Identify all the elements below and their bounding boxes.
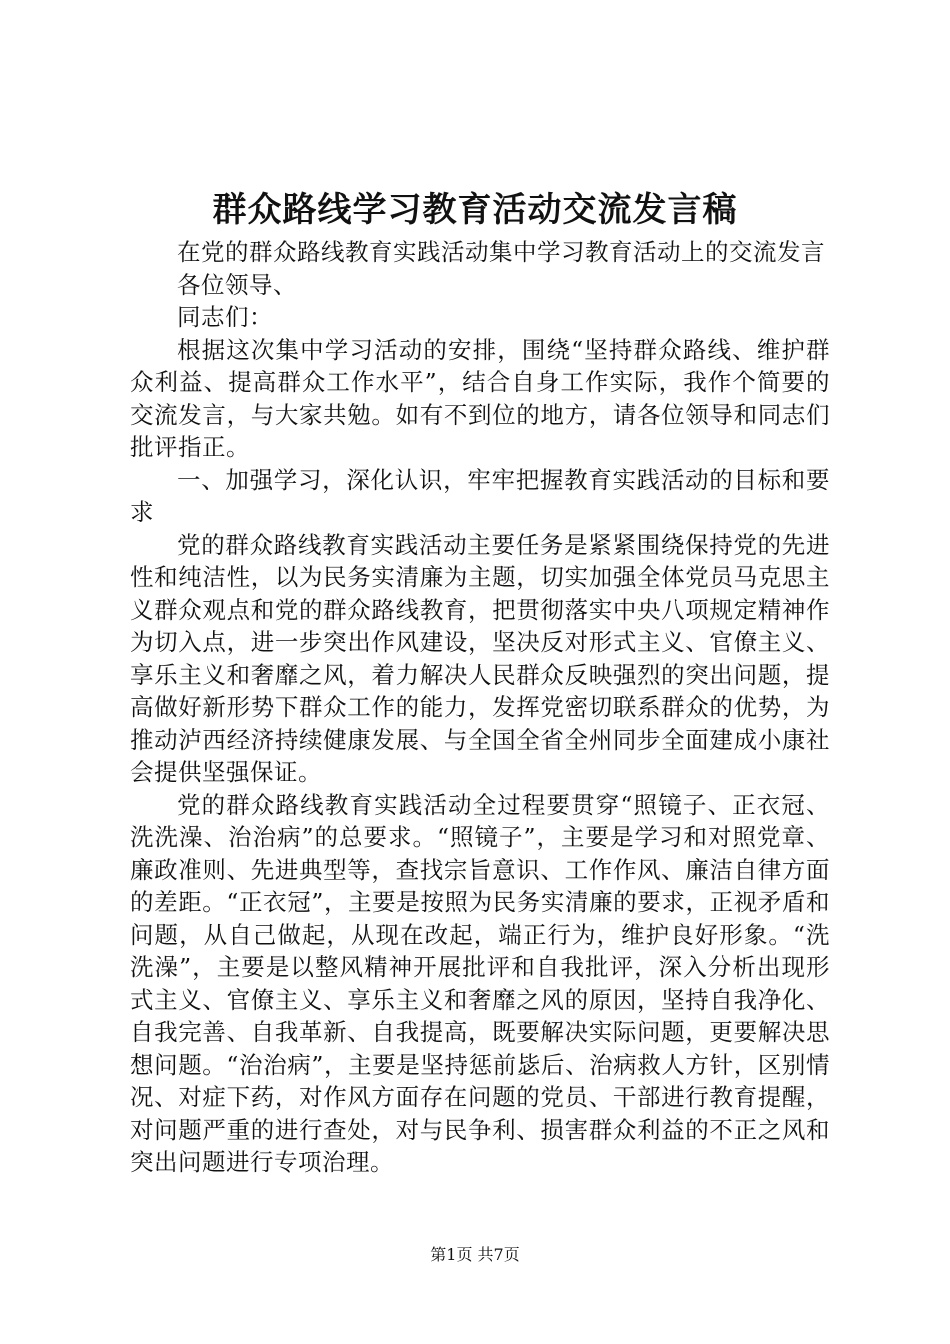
document-title: 群众路线学习教育活动交流发言稿	[212, 190, 738, 230]
paragraph-greeting-comrades: 同志们：	[177, 303, 273, 331]
section-heading-1: 一、加强学习，深化认识，牢牢把握教育实践活动的目标和要求	[130, 465, 830, 526]
paragraph-greeting-leaders: 各位领导、	[177, 270, 297, 299]
paragraph-main-task: 党的群众路线教育实践活动主要任务是紧紧围绕保持党的先进性和纯洁性，以为民务实清廉为主题，切实加强全体党员马克思主义群众观点和党的群众路线教育，把贯彻落实中央八项规定精神作为切入点，进一步突出作风建设，坚决反对形式主义、官僚主义、享乐主义和奢靡之风，着力解决人民群众反映强烈的突出问题，提高做好新形势下群众工作的能力，发挥党密切联系群众的优势，为推动泸西经济持续健康发展、与全国全省全州同步全面建成小康社会提供坚强保证。	[130, 530, 830, 786]
paragraph-general-requirements: 党的群众路线教育实践活动全过程要贯穿“照镜子、正衣冠、洗洗澡、治治病”的总要求。“照镜子”，主要是学习和对照党章、廉政准则、先进典型等，查找宗旨意识、工作作风、廉洁自律方面的差距。“正衣冠”，主要是按照为民务实清廉的要求，正视矛盾和问题，从自己做起，从现在改起，端正行为，维护良好形象。“洗洗澡”，主要是以整风精神开展批评和自我批评，深入分析出现形式主义、官僚主义、享乐主义和奢靡之风的原因，坚持自我净化、自我完善、自我革新、自我提高，既要解决实际问题，更要解决思想问题。“治治病”，主要是坚持惩前毖后、治病救人方针，区别情况、对症下药，对作风方面存在问题的党员、干部进行教育提醒，对问题严重的进行查处，对与民争利、损害群众利益的不正之风和突出问题进行专项治理。	[130, 790, 830, 1176]
document-body	[130, 236, 830, 1179]
paragraph-opening: 根据这次集中学习活动的安排，围绕“坚持群众路线、维护群众利益、提高群众工作水平”，结合自身工作实际，我作个简要的交流发言，与大家共勉。如有不到位的地方，请各位领导和同志们批评指正。	[130, 335, 830, 461]
page-number-footer: 第1页 共7页	[430, 1245, 520, 1264]
paragraph-intro: 在党的群众路线教育实践活动集中学习教育活动上的交流发言	[177, 238, 825, 266]
